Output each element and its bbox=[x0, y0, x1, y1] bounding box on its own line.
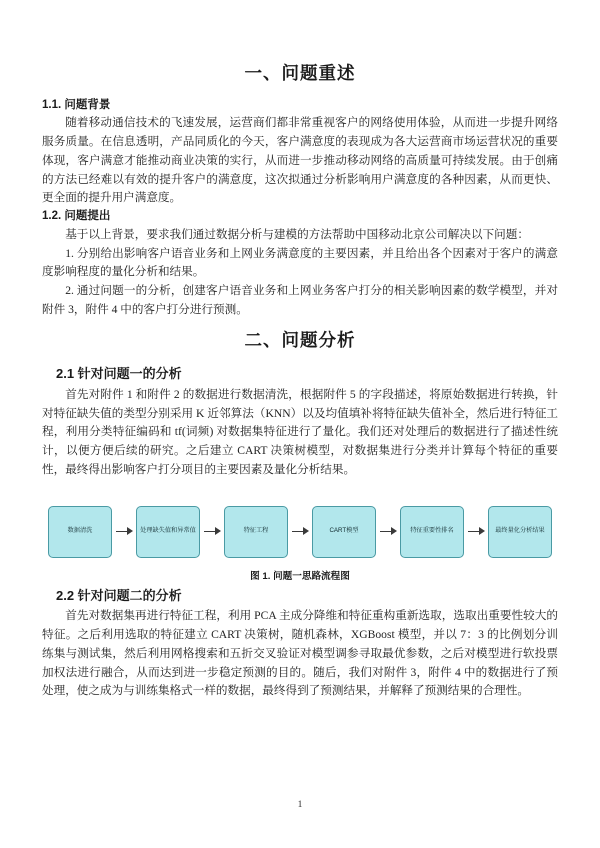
flow-arrow-icon-1 bbox=[112, 527, 136, 537]
heading-2-1: 2.1 针对问题一的分析 bbox=[56, 366, 182, 382]
section-2-title: 二、问题分析 bbox=[244, 329, 356, 350]
paragraph-1-1: 随着移动通信技术的飞速发展，运营商们都非常重视客户的网络使用体验，从而进一步提升网络服务质量。在信息透明，产品同质化的今天，客户满意度的表现成为各大运营商市场运营状况的重要体现，客户满意才能推动商业决策的实行，从而进一步推动移动网络的高质量可持续发展。由于创痛的方法已经难以有效的提升客户的满意度，这次拟通过分析影响用户满意度的各种因素，从而更快、更全面的提升用户满意度。 bbox=[42, 116, 558, 205]
paragraph-1-2-item-2: 2. 通过问题一的分析，创建客户语音业务和上网业务客户打分的相关影响因素的数学模型，并对附件 3，附件 4 中的客户打分进行预测。 bbox=[42, 284, 558, 316]
paragraph-2-2: 首先对数据集再进行特征工程，利用 PCA 主成分降维和特征重构重新选取，选取出重要性较大的特征。之后利用选取的特征建立 CART 决策树，随机森林，XGBoost 模型，并以 7：3 的比例划分训练集与测试集，然后利用网格搜索和五折交叉验证对模型调参寻取最优参数，之后对模型进行软投票加权法进行融合，从而达到进一步稳定预测的目的。随后，我们对附件 3，附件 4 中的数据进行了预处理，使之成为与训练集格式一样的数据，最终得到了预测结果，并解释了预测结果的合理性。 bbox=[42, 609, 558, 698]
flowchart bbox=[42, 494, 558, 564]
paragraph-2-1: 首先对附件 1 和附件 2 的数据进行数据清洗，根据附件 5 的字段描述，将原始数据进行转换，针对特征缺失值的类型分别采用 K 近邻算法（KNN）以及均值填补将特征缺失值补全，然后进行特征工程，利用分类特征编码和 tf(词频) 对数据集特征进行了量化。我们还对处理后的数据进行了描述性统计，以便方便后续的研究。之后建立 CART 决策树模型，对数据集进行分类并计算每个特征的重要性，最终得出影响客户打分项目的主要因素及量化分析结果。 bbox=[42, 387, 558, 477]
page-number: 1 bbox=[297, 800, 303, 810]
heading-1-2: 1.2. 问题提出 bbox=[42, 210, 111, 223]
heading-2-2: 2.2 针对问题二的分析 bbox=[56, 587, 182, 603]
flow-node-final-quant-result: 最终量化分析结果 bbox=[488, 506, 552, 558]
flow-node-cart-model: CART模型 bbox=[312, 506, 376, 558]
flow-node-feature-importance-rank: 特征重要性排名 bbox=[400, 506, 464, 558]
flow-node-data-cleaning: 数据清洗 bbox=[48, 506, 112, 558]
flow-node-feature-engineering: 特征工程 bbox=[224, 506, 288, 558]
flow-node-missing-outliers: 处理缺失值和异常值 bbox=[136, 506, 200, 558]
flow-arrow-icon-3 bbox=[288, 527, 312, 537]
heading-1-1: 1.1. 问题背景 bbox=[42, 98, 111, 111]
figure-1 bbox=[42, 494, 558, 582]
figure-1-caption: 图 1. 问题一思路流程图 bbox=[250, 570, 350, 582]
flow-arrow-icon-4 bbox=[376, 527, 400, 537]
flow-arrow-icon-2 bbox=[200, 527, 224, 537]
section-1-title: 一、问题重述 bbox=[244, 63, 356, 83]
flow-arrow-icon-5 bbox=[464, 527, 488, 537]
paragraph-1-2-intro: 基于以上背景，要求我们通过数据分析与建模的方法帮助中国移动北京公司解决以下问题： bbox=[65, 227, 529, 241]
paragraph-1-2-item-1: 1. 分别给出影响客户语音业务和上网业务满意度的主要因素，并且给出各个因素对于客户的满意度影响程度的量化分析和结果。 bbox=[42, 246, 558, 279]
